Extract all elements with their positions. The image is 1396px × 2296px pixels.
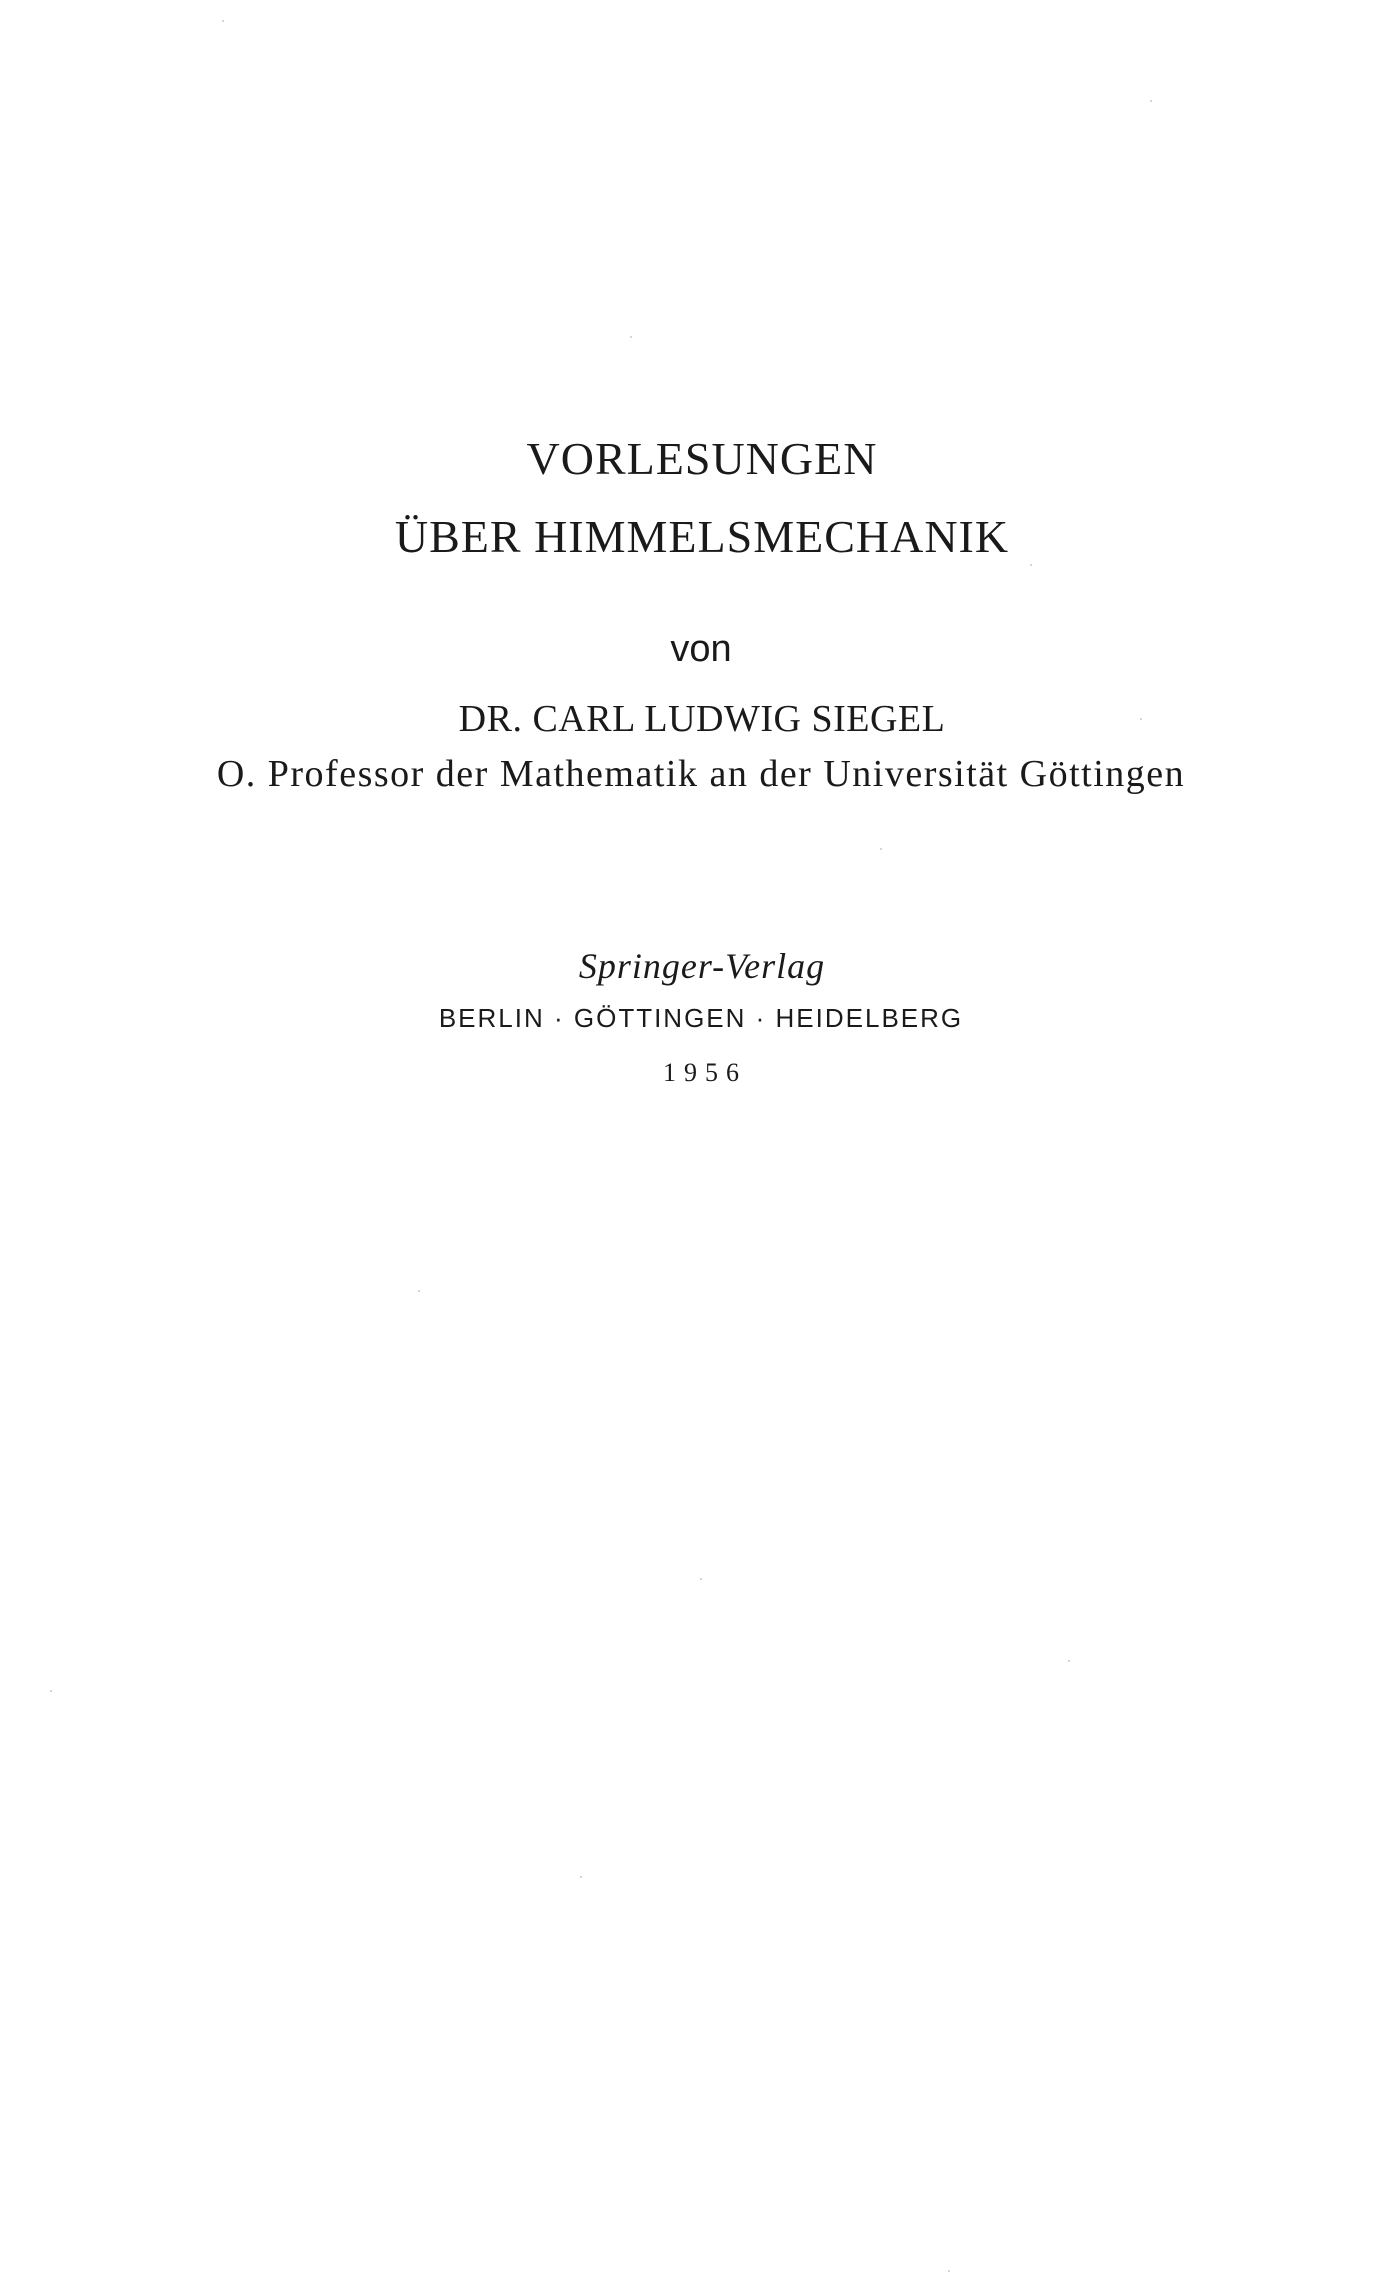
scan-speck <box>880 848 882 850</box>
publication-year: 1956 <box>663 1058 747 1087</box>
author-position: O. Professor der Mathematik an der Universität Göttingen <box>216 753 1186 795</box>
scan-speck <box>1030 564 1032 566</box>
book-title-line-1: VORLESUNGEN <box>526 433 878 484</box>
publisher-name: Springer-Verlag <box>578 946 826 986</box>
scan-speck <box>1150 100 1152 102</box>
scan-speck <box>580 1876 582 1878</box>
scan-speck <box>948 2270 950 2272</box>
book-title-line-2: ÜBER HIMMELSMECHANIK <box>394 511 1010 562</box>
scan-speck <box>50 1690 52 1692</box>
by-word: von <box>670 628 732 670</box>
scan-speck <box>700 1578 702 1580</box>
scan-speck <box>630 336 632 338</box>
scan-speck <box>418 1290 420 1292</box>
author-name: DR. CARL LUDWIG SIEGEL <box>458 698 946 740</box>
scan-speck <box>222 20 224 22</box>
scan-speck <box>1140 718 1142 720</box>
scan-speck <box>1068 1660 1070 1662</box>
publisher-cities: BERLIN · GÖTTINGEN · HEIDELBERG <box>438 1003 964 1033</box>
